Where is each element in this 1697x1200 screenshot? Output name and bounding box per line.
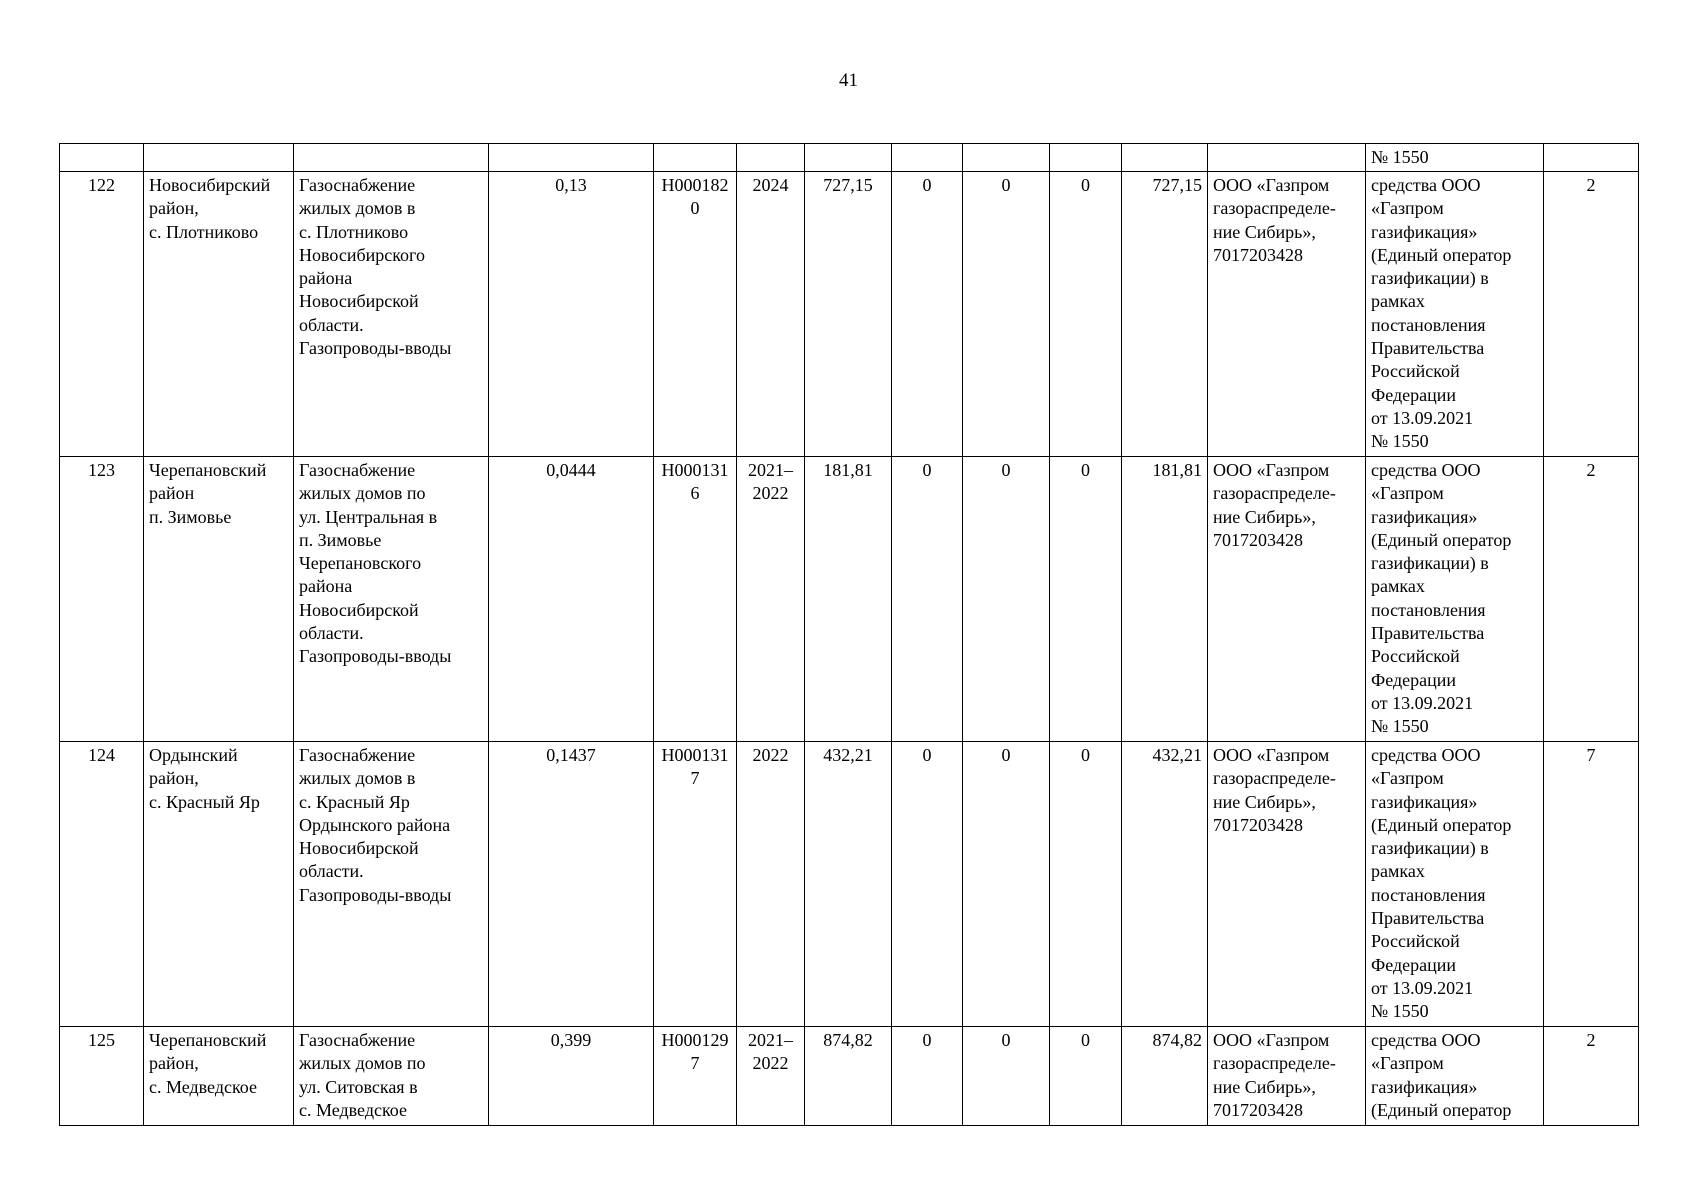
table-cell	[892, 144, 963, 172]
length-cell: 0,0444	[489, 457, 654, 742]
value-cell: 0	[892, 457, 963, 742]
funding-source-cell: средства ООО «Газпром газификация» (Единый оператор газификации) в рамках постановления Правительства Российской Федерации от 13.09.2021 № 1550	[1366, 742, 1544, 1027]
district-cell: Ордынский район, с. Красный Яр	[144, 742, 294, 1027]
table-cell	[737, 144, 805, 172]
length-cell: 0,399	[489, 1027, 654, 1126]
value-cell: 0	[963, 172, 1050, 457]
value-cell: 0	[963, 1027, 1050, 1126]
table-cell	[963, 144, 1050, 172]
value-cell: 0	[1050, 172, 1122, 457]
last-column-cell: 2	[1544, 172, 1639, 457]
object-cell: Газоснабжение жилых домов по ул. Ситовская в с. Медведское	[294, 1027, 489, 1126]
total-cell: 181,81	[805, 457, 892, 742]
value-cell: 727,15	[1122, 172, 1208, 457]
object-cell: Газоснабжение жилых домов по ул. Центральная в п. Зимовье Черепановского района Новосибирской области. Газопроводы-вводы	[294, 457, 489, 742]
district-cell: Черепановский район п. Зимовье	[144, 457, 294, 742]
value-cell: 0	[892, 742, 963, 1027]
table-cell	[489, 144, 654, 172]
value-cell: 0	[892, 1027, 963, 1126]
total-cell: 874,82	[805, 1027, 892, 1126]
district-cell: Новосибирский район, с. Плотниково	[144, 172, 294, 457]
years-cell: 2024	[737, 172, 805, 457]
row-number-cell: 125	[60, 1027, 144, 1126]
years-cell: 2022	[737, 742, 805, 1027]
organization-cell: ООО «Газпром газораспределе- ние Сибирь», 7017203428	[1208, 742, 1366, 1027]
last-column-cell: 2	[1544, 457, 1639, 742]
object-cell: Газоснабжение жилых домов в с. Красный Яр Ордынского района Новосибирской области. Газопроводы-вводы	[294, 742, 489, 1027]
total-cell: 432,21	[805, 742, 892, 1027]
funding-source-cell: средства ООО «Газпром газификация» (Единый оператор	[1366, 1027, 1544, 1126]
last-column-cell: 7	[1544, 742, 1639, 1027]
table-cell	[1208, 144, 1366, 172]
value-cell: 181,81	[1122, 457, 1208, 742]
funding-source-cell: № 1550	[1366, 144, 1544, 172]
years-cell: 2021– 2022	[737, 1027, 805, 1126]
object-cell: Газоснабжение жилых домов в с. Плотниково Новосибирского района Новосибирской области. Газопроводы-вводы	[294, 172, 489, 457]
value-cell: 0	[892, 172, 963, 457]
length-cell: 0,1437	[489, 742, 654, 1027]
table-row	[60, 742, 1639, 1027]
value-cell: 432,21	[1122, 742, 1208, 1027]
code-cell: Н0001820	[654, 172, 737, 457]
table-row	[60, 1027, 1639, 1126]
value-cell: 0	[1050, 457, 1122, 742]
organization-cell: ООО «Газпром газораспределе- ние Сибирь», 7017203428	[1208, 172, 1366, 457]
table-cell	[1050, 144, 1122, 172]
district-cell: Черепановский район, с. Медведское	[144, 1027, 294, 1126]
organization-cell: ООО «Газпром газораспределе- ние Сибирь», 7017203428	[1208, 457, 1366, 742]
table-row	[60, 457, 1639, 742]
last-column-cell: 2	[1544, 1027, 1639, 1126]
page-number: 41	[839, 70, 858, 91]
row-number-cell: 124	[60, 742, 144, 1027]
table-cell	[1544, 144, 1639, 172]
table-cell	[805, 144, 892, 172]
value-cell: 874,82	[1122, 1027, 1208, 1126]
table-cell	[60, 144, 144, 172]
funding-source-cell: средства ООО «Газпром газификация» (Единый оператор газификации) в рамках постановления Правительства Российской Федерации от 13.09.2021 № 1550	[1366, 172, 1544, 457]
row-number-cell: 122	[60, 172, 144, 457]
length-cell: 0,13	[489, 172, 654, 457]
code-cell: Н0001317	[654, 742, 737, 1027]
value-cell: 0	[1050, 1027, 1122, 1126]
total-cell: 727,15	[805, 172, 892, 457]
code-cell: Н0001316	[654, 457, 737, 742]
value-cell: 0	[963, 742, 1050, 1027]
investment-table	[59, 143, 1639, 1126]
table-cell	[144, 144, 294, 172]
code-cell: Н0001297	[654, 1027, 737, 1126]
funding-source-cell: средства ООО «Газпром газификация» (Единый оператор газификации) в рамках постановления Правительства Российской Федерации от 13.09.2021 № 1550	[1366, 457, 1544, 742]
table-row	[60, 172, 1639, 457]
organization-cell: ООО «Газпром газораспределе- ние Сибирь», 7017203428	[1208, 1027, 1366, 1126]
table-row-continued	[60, 144, 1639, 172]
value-cell: 0	[963, 457, 1050, 742]
value-cell: 0	[1050, 742, 1122, 1027]
row-number-cell: 123	[60, 457, 144, 742]
table-cell	[294, 144, 489, 172]
table-cell	[654, 144, 737, 172]
years-cell: 2021– 2022	[737, 457, 805, 742]
table-cell	[1122, 144, 1208, 172]
